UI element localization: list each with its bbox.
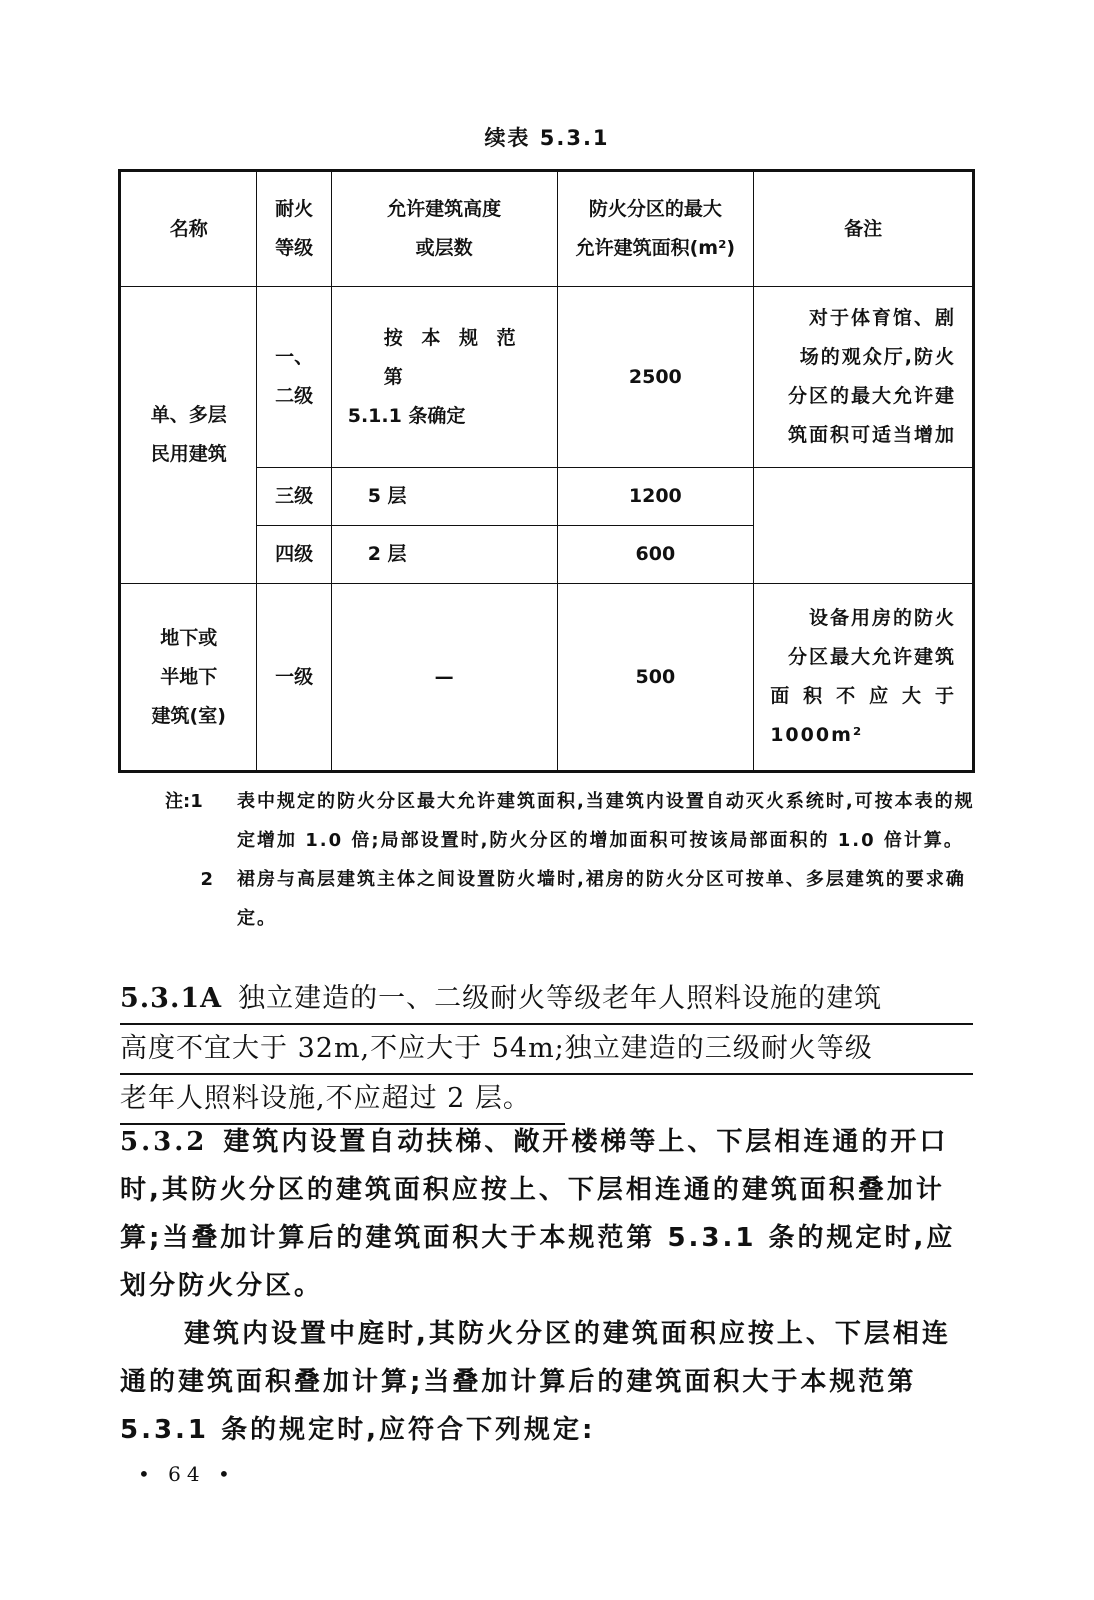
fire-compartment-table	[118, 169, 975, 773]
note-item	[165, 782, 975, 860]
note-text: 裙房与高层建筑主体之间设置防火墙时,裙房的防火分区可按单、多层建筑的要求确定。	[237, 869, 966, 929]
height-cell: —	[331, 584, 557, 772]
clause-line: 高度不宜大于 32m,不应大于 54m;独立建造的三级耐火等级	[120, 1025, 973, 1075]
table-caption: 续表 5.3.1	[484, 126, 610, 150]
group1-name-cell: 单、多层 民用建筑	[120, 287, 257, 584]
clause-line: 5.3.1A 独立建造的一、二级耐火等级老年人照料设施的建筑	[120, 975, 973, 1025]
header-name: 名称	[120, 171, 257, 287]
note-text: 表中规定的防火分区最大允许建筑面积,当建筑内设置自动灭火系统时,可按本表的规定增加 1.0 倍;局部设置时,防火分区的增加面积可按该局部面积的 1.0 倍计算。	[237, 791, 975, 851]
note-label: 注:1	[165, 791, 203, 812]
clause-5-3-2	[120, 1118, 973, 1310]
header-note: 备注	[754, 171, 974, 287]
clause-number: 5.3.1A	[120, 983, 223, 1014]
table-notes	[165, 782, 975, 938]
clause-number: 5.3.2	[120, 1127, 208, 1157]
area-cell: 500	[557, 584, 754, 772]
header-area: 防火分区的最大 允许建筑面积(m²)	[557, 171, 754, 287]
note-cell: 对于体育馆、剧 场的观众厅,防火 分区的最大允许建 筑面积可适当增加	[754, 287, 974, 468]
grade-cell: 一级	[257, 584, 331, 772]
page-number: • 64 •	[138, 1462, 236, 1486]
note-cell: 设备用房的防火 分区最大允许建筑 面 积 不 应 大 于 1000m²	[754, 584, 974, 772]
table-row	[120, 287, 974, 468]
height-cell: 按 本 规 范 第 5.1.1 条确定	[331, 287, 557, 468]
table-row	[120, 584, 974, 772]
grade-cell: 四级	[257, 526, 331, 584]
note-label: 2	[200, 869, 213, 890]
header-height: 允许建筑高度 或层数	[331, 171, 557, 287]
area-cell: 2500	[557, 287, 754, 468]
grade-cell: 三级	[257, 468, 331, 526]
clause-5-3-2-paragraph-2: 建筑内设置中庭时,其防火分区的建筑面积应按上、下层相连通的建筑面积叠加计算;当叠加计算后的建筑面积大于本规范第 5.3.1 条的规定时,应符合下列规定:	[120, 1319, 951, 1445]
clause-line: 老年人照料设施,不应超过 2 层。	[120, 1075, 565, 1125]
area-cell: 1200	[557, 468, 754, 526]
table-header-row	[120, 171, 974, 287]
group2-name-cell: 地下或 半地下 建筑(室)	[120, 584, 257, 772]
header-grade: 耐火 等级	[257, 171, 331, 287]
height-cell: 5 层	[331, 468, 557, 526]
clause-text: 建筑内设置自动扶梯、敞开楼梯等上、下层相连通的开口时,其防火分区的建筑面积应按上、下层相连通的建筑面积叠加计算;当叠加计算后的建筑面积大于本规范第 5.3.1 条的规定时,应划分防火分区。	[120, 1127, 956, 1301]
height-cell: 2 层	[331, 526, 557, 584]
note-cell-empty	[754, 468, 974, 584]
clause-5-3-1a	[120, 975, 973, 1125]
note-item	[165, 860, 975, 938]
grade-cell: 一、 二级	[257, 287, 331, 468]
area-cell: 600	[557, 526, 754, 584]
